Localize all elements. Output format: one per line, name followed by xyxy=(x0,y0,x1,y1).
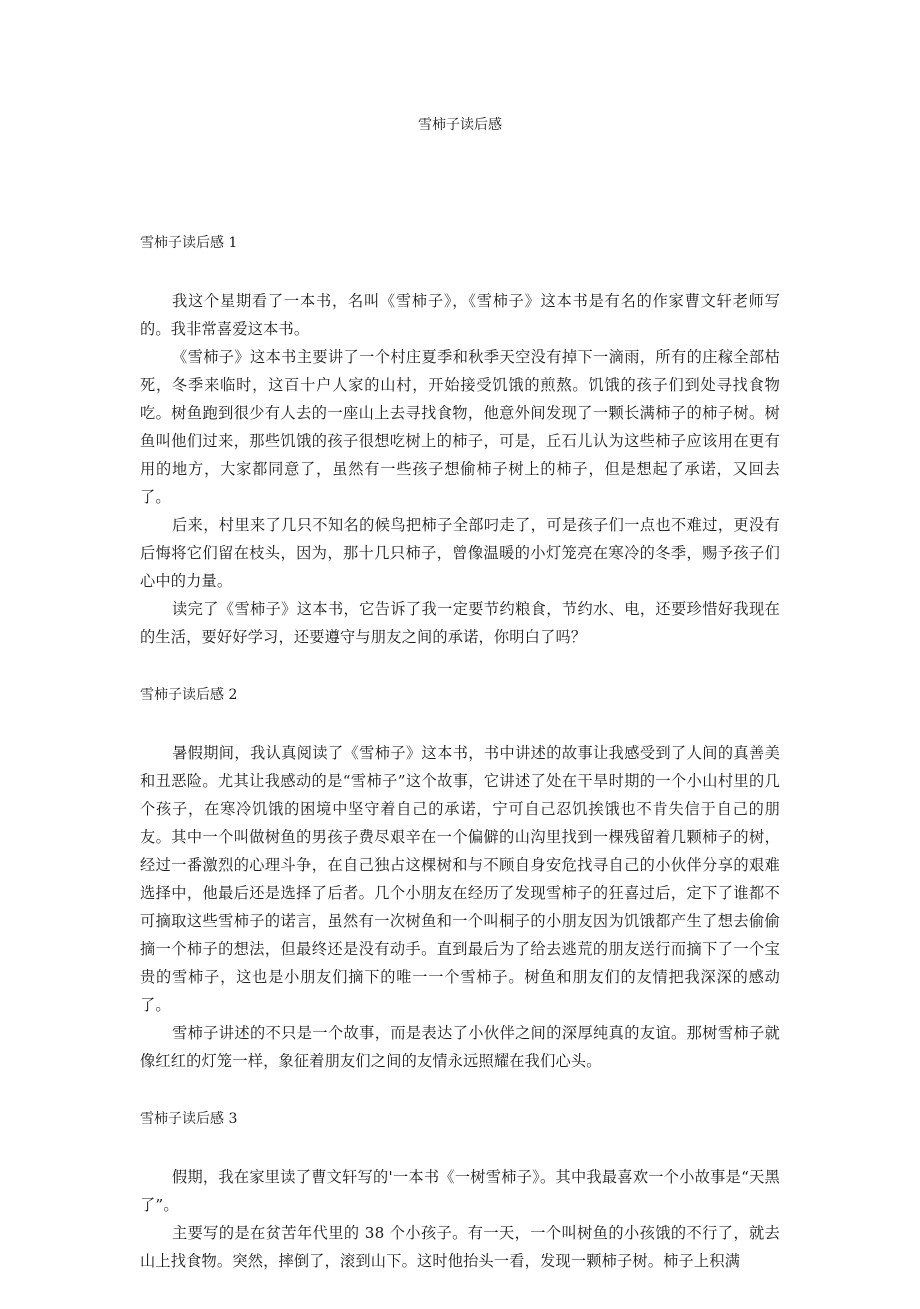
paragraph: 雪柿子讲述的不只是一个故事，而是表达了小伙伴之间的深厚纯真的友谊。那树雪柿子就像红红的灯笼一样，象征着朋友们之间的友情永远照耀在我们心头。 xyxy=(140,1024,780,1070)
paragraph: 我这个星期看了一本书，名叫《雪柿子》，《雪柿子》这本书是有名的作家曹文轩老师写的。我非常喜爱这本书。 xyxy=(140,292,780,338)
document-content xyxy=(140,233,780,1309)
section-body xyxy=(140,739,780,1075)
paragraph: 后来，村里来了几只不知名的候鸟把柿子全部叼走了，可是孩子们一点也不难过，更没有后悔将它们留在枝头，因为，那十几只柿子，曾像温暖的小灯笼亮在寒冷的冬季，赐予孩子们心中的力量。 xyxy=(140,516,780,590)
paragraph: 暑假期间，我认真阅读了《雪柿子》这本书，书中讲述的故事让我感受到了人间的真善美和丑恶险。尤其让我感动的是“雪柿子”这个故事，它讲述了处在干旱时期的一个小山村里的几个孩子，在寒冷饥饿的困境中坚守着自己的承诺，宁可自己忍饥挨饿也不肯失信于自己的朋友。其中一个叫做树鱼的男孩子费尽艰辛在一个偏僻的山沟里找到一棵残留着几颗柿子的树，经过一番激烈的心理斗争，在自己独占这棵树和与不顾自身安危找寻自己的小伙伴分享的艰难选择中，他最后还是选择了后者。几个小朋友在经历了发现雪柿子的狂喜过后，定下了谁都不可摘取这些雪柿子的诺言，虽然有一次树鱼和一个叫桐子的小朋友因为饥饿都产生了想去偷偷摘一个柿子的想法，但最终还是没有动手。直到最后为了给去逃荒的朋友送行而摘下了一个宝贵的雪柿子，这也是小朋友们摘下的唯一一个雪柿子。树鱼和朋友们的友情把我深深的感动了。 xyxy=(140,744,780,1014)
paragraph: 假期，我在家里读了曹文轩写的'一本书《一树雪柿子》。其中我最喜欢一个小故事是“天黑了”。 xyxy=(140,1168,780,1214)
paragraph: 主要写的是在贫苦年代里的 38 个小孩子。有一天，一个叫树鱼的小孩饿的不行了，就去山上找食物。突然，摔倒了，滚到山下。这时他抬头一看，发现一颗柿子树。柿子上积满 xyxy=(140,1224,780,1270)
section-1 xyxy=(140,233,780,651)
section-body xyxy=(140,1163,780,1275)
document-title: 雪柿子读后感 xyxy=(418,117,502,133)
paragraph: 读完了《雪柿子》这本书，它告诉了我一定要节约粮食，节约水、电，还要珍惜好我现在的生活，要好好学习，还要遵守与朋友之间的承诺，你明白了吗？ xyxy=(140,600,780,646)
section-3 xyxy=(140,1109,780,1275)
section-heading: 雪柿子读后感 1 xyxy=(140,235,238,251)
paragraph: 《雪柿子》这本书主要讲了一个村庄夏季和秋季天空没有掉下一滴雨，所有的庄稼全部枯死，冬季来临时，这百十户人家的山村，开始接受饥饿的煎熬。饥饿的孩子们到处寻找食物吃。树鱼跑到很少有人去的一座山上去寻找食物，他意外间发现了一颗长满柿子的柿子树。树鱼叫他们过来，那些饥饿的孩子很想吃树上的柿子，可是，丘石儿认为这些柿子应该用在更有用的地方，大家都同意了，虽然有一些孩子想偷柿子树上的柿子，但是想起了承诺，又回去了。 xyxy=(140,348,780,506)
section-heading: 雪柿子读后感 2 xyxy=(140,687,238,703)
section-2 xyxy=(140,685,780,1075)
section-heading: 雪柿子读后感 3 xyxy=(140,1111,238,1127)
section-body xyxy=(140,287,780,651)
